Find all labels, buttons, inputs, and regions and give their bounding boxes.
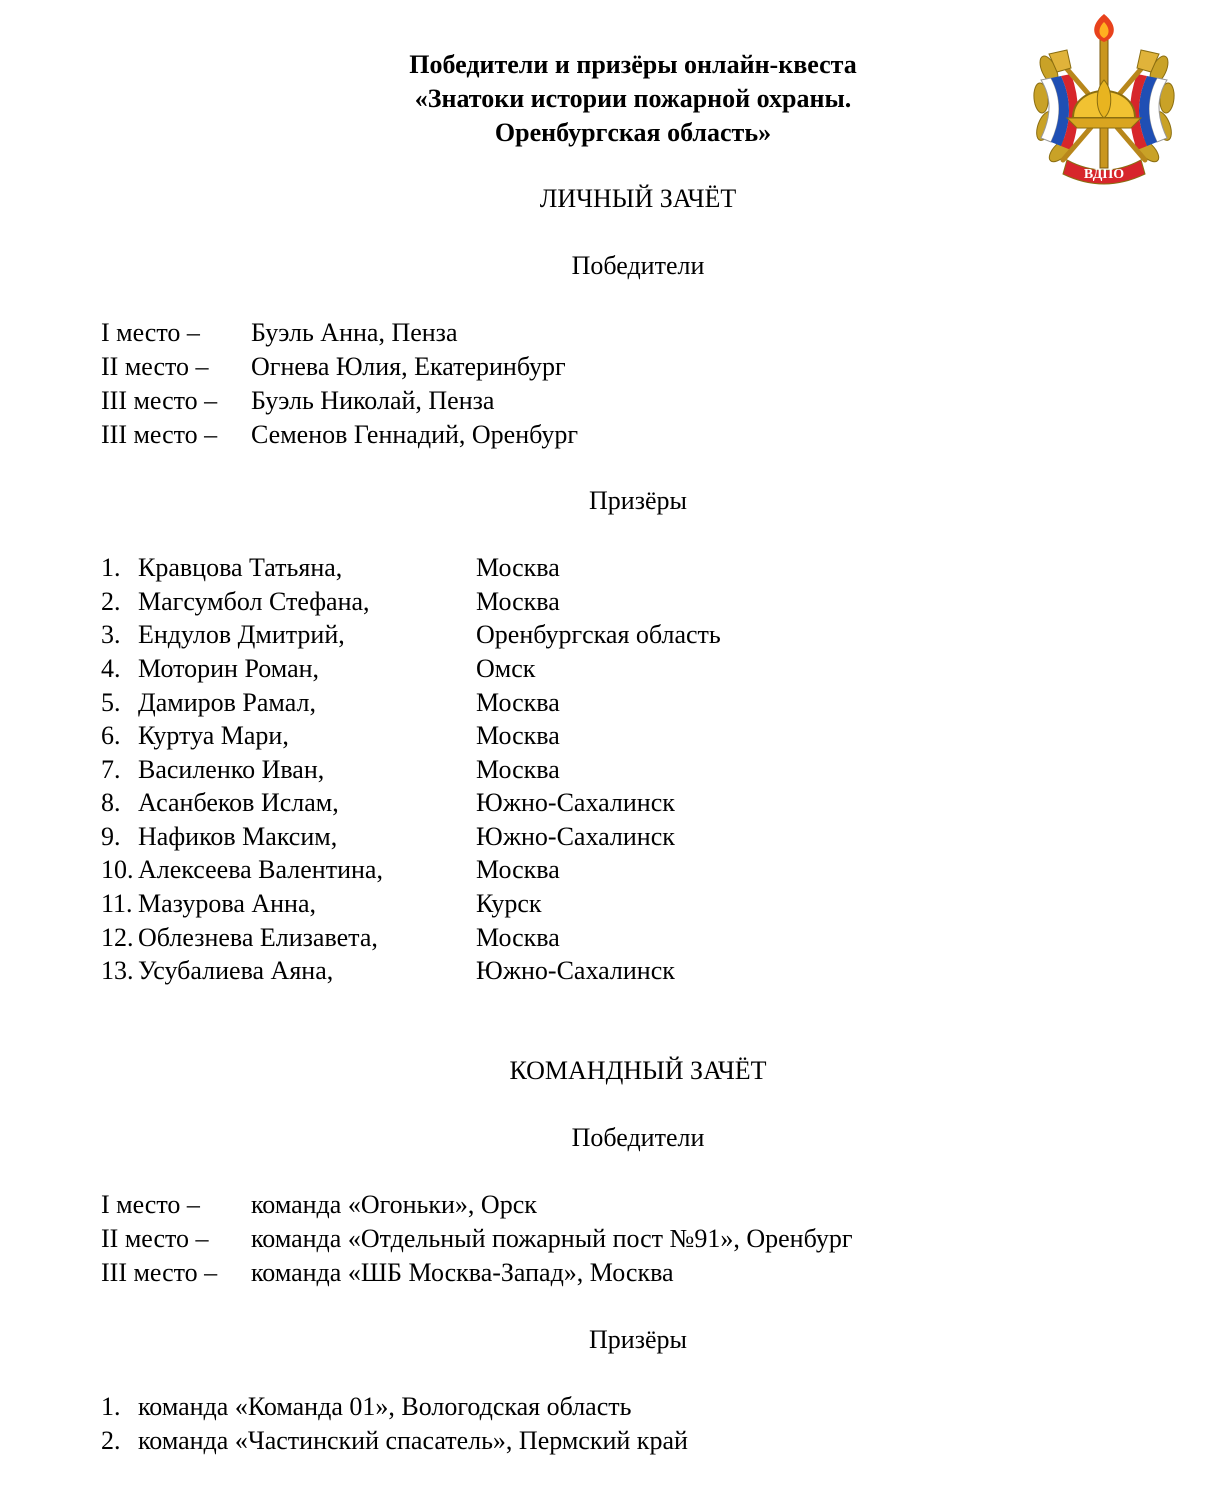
prize-name: Асанбеков Ислам,	[138, 788, 339, 817]
team-prize-number: 1.	[101, 1392, 121, 1421]
prize-number: 13.	[101, 956, 134, 985]
prize-city: Южно-Сахалинск	[476, 822, 675, 851]
prize-city: Москва	[476, 553, 560, 582]
team-winners-heading: Победители	[571, 1123, 705, 1152]
prize-number: 11.	[101, 889, 133, 918]
page-title-line-1: Победители и призёры онлайн-квеста	[409, 50, 857, 79]
winner-place: II место –	[101, 352, 209, 381]
prize-name: Алексеева Валентина,	[138, 855, 383, 884]
team-winner-place: I место –	[101, 1190, 200, 1219]
prize-name: Кравцова Татьяна,	[138, 553, 343, 582]
prize-number: 6.	[101, 721, 121, 750]
team-winner-name: команда «Огоньки», Орск	[251, 1190, 537, 1219]
prize-city: Москва	[476, 755, 560, 784]
prize-name: Ендулов Дмитрий,	[138, 620, 345, 649]
prize-city: Москва	[476, 587, 560, 616]
team-prize-number: 2.	[101, 1426, 121, 1455]
prize-name: Облезнева Елизавета,	[138, 923, 378, 952]
team-winner-place: III место –	[101, 1258, 218, 1287]
prize-city: Москва	[476, 721, 560, 750]
prize-name: Дамиров Рамал,	[138, 688, 316, 717]
winner-name: Семенов Геннадий, Оренбург	[251, 420, 579, 449]
team-prizes-heading: Призёры	[589, 1325, 687, 1354]
prize-city: Москва	[476, 923, 560, 952]
prize-name: Куртуа Мари,	[138, 721, 289, 750]
winner-name: Огнева Юлия, Екатеринбург	[251, 352, 566, 381]
winner-place: III место –	[101, 386, 218, 415]
team-winner-place: II место –	[101, 1224, 209, 1253]
prize-number: 2.	[101, 587, 121, 616]
winner-name: Буэль Анна, Пенза	[251, 318, 458, 347]
prize-city: Москва	[476, 688, 560, 717]
vdpo-emblem-icon	[1027, 10, 1181, 192]
prize-city: Омск	[476, 654, 536, 683]
prize-number: 12.	[101, 923, 134, 952]
prize-number: 3.	[101, 620, 121, 649]
winner-place: III место –	[101, 420, 218, 449]
team-prize-text: команда «Команда 01», Вологодская область	[138, 1392, 632, 1421]
svg-text:ВДПО: ВДПО	[1083, 167, 1125, 182]
prize-number: 10.	[101, 855, 134, 884]
winner-place: I место –	[101, 318, 200, 347]
team-heading: КОМАНДНЫЙ ЗАЧЁТ	[509, 1056, 767, 1085]
prize-city: Южно-Сахалинск	[476, 788, 675, 817]
page-title-line-3: Оренбургская область»	[494, 118, 772, 147]
prize-number: 7.	[101, 755, 121, 784]
prize-name: Моторин Роман,	[138, 654, 320, 683]
prize-city: Курск	[476, 889, 542, 918]
personal-winners-heading: Победители	[571, 251, 705, 280]
team-winner-name: команда «ШБ Москва-Запад», Москва	[251, 1258, 674, 1287]
prize-number: 8.	[101, 788, 121, 817]
prize-city: Москва	[476, 855, 560, 884]
personal-heading: ЛИЧНЫЙ ЗАЧЁТ	[539, 184, 737, 213]
prize-city: Южно-Сахалинск	[476, 956, 675, 985]
page-title-line-2: «Знатоки истории пожарной охраны.	[414, 84, 852, 113]
prize-number: 4.	[101, 654, 121, 683]
prize-number: 1.	[101, 553, 121, 582]
prize-name: Мазурова Анна,	[138, 889, 317, 918]
team-winner-name: команда «Отдельный пожарный пост №91», Оренбург	[251, 1224, 853, 1253]
prize-city: Оренбургская область	[476, 620, 721, 649]
personal-prizes-heading: Призёры	[589, 486, 687, 515]
prize-name: Василенко Иван,	[138, 755, 325, 784]
prize-name: Усубалиева Аяна,	[138, 956, 334, 985]
prize-name: Нафиков Максим,	[138, 822, 338, 851]
team-prize-text: команда «Частинский спасатель», Пермский край	[138, 1426, 688, 1455]
winner-name: Буэль Николай, Пенза	[251, 386, 495, 415]
prize-name: Магсумбол Стефана,	[138, 587, 370, 616]
prize-number: 9.	[101, 822, 121, 851]
prize-number: 5.	[101, 688, 121, 717]
